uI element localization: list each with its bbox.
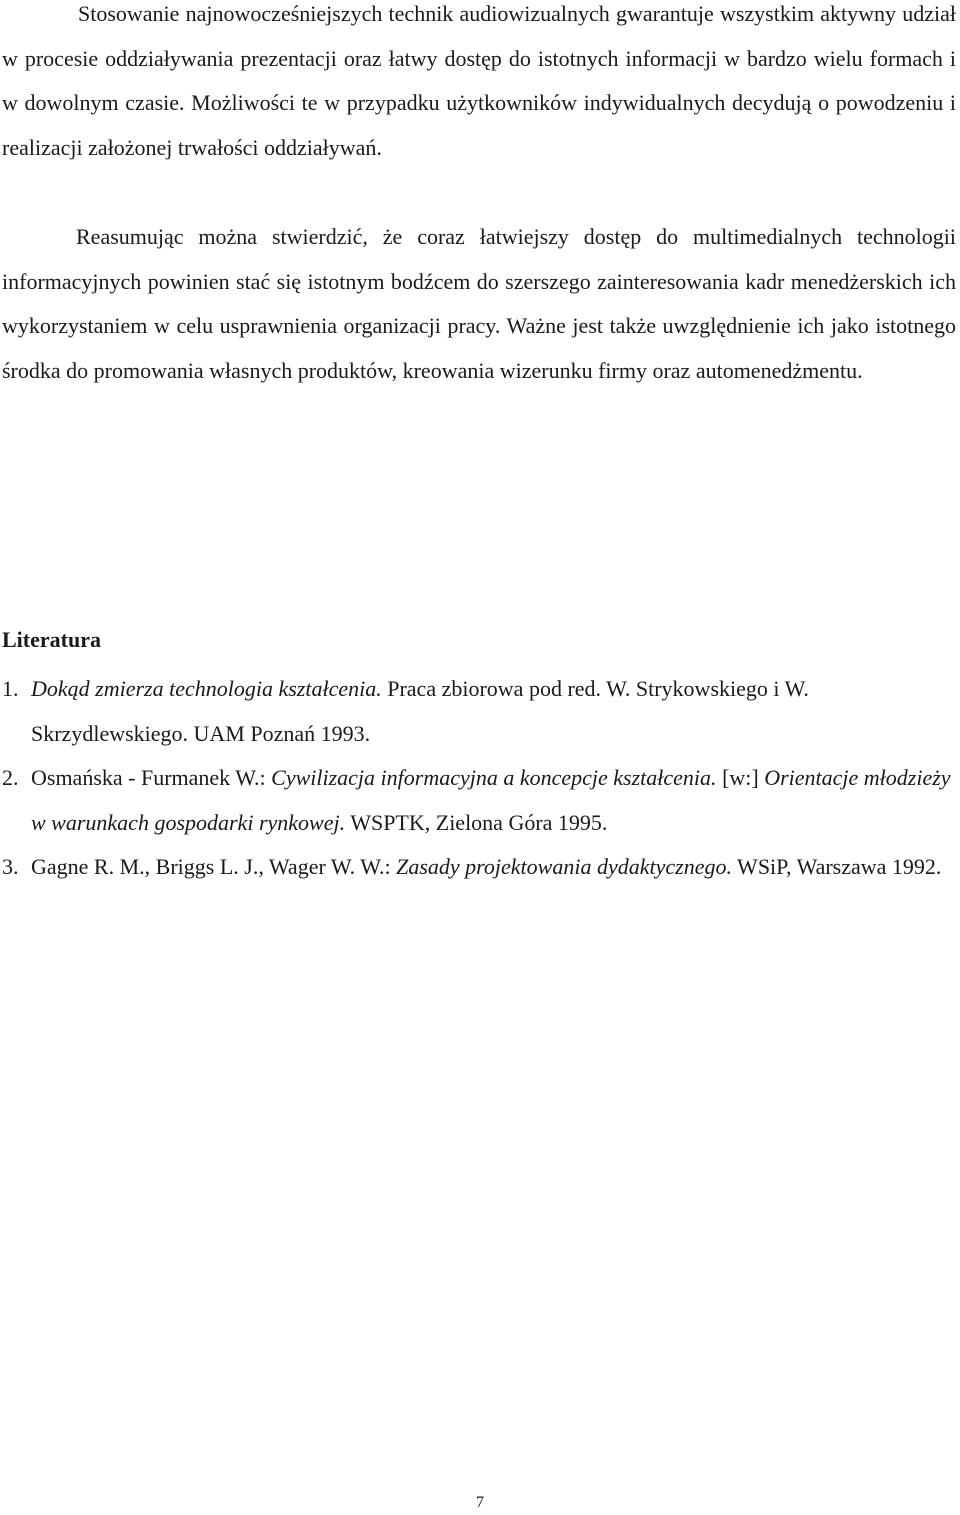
page-number: 7 (476, 1494, 484, 1511)
reference-details: WSPTK, Zielona Góra 1995. (345, 809, 608, 835)
reference-number: 2. (2, 765, 19, 791)
reference-list (2, 667, 956, 890)
reference-title: Zasady projektowania dydaktycznego. (396, 854, 732, 880)
reference-item-1 (2, 667, 956, 756)
reference-title: Cywilizacja informacyjna a koncepcje kształcenia. (271, 765, 717, 791)
reference-connector: [w:] (716, 765, 765, 791)
reference-item-3 (2, 845, 956, 890)
reference-item-2 (2, 756, 956, 845)
literature-heading: Literatura (2, 627, 101, 652)
paragraph-2: Reasumując można stwierdzić, że coraz łatwiejszy dostęp do multimedialnych technologii informacyjnych powinien stać się istotnym bodźcem do szerszego zainteresowania kadr menedżerskich ich wykorzystaniem w celu usprawnienia organizacji pracy. Ważne jest także uwzględnienie ich jako istotnego środka do promowania własnych produktów, kreowania wizerunku firmy oraz automenedżmentu. (2, 224, 956, 383)
reference-title: Dokąd zmierza technologia kształcenia. (31, 676, 382, 701)
reference-number: 1. (2, 676, 19, 701)
reference-number: 3. (2, 854, 19, 880)
reference-author: Osmańska - Furmanek W.: (31, 765, 272, 791)
reference-details: WSiP, Warszawa 1992. (731, 854, 942, 880)
paragraph-1: Stosowanie najnowocześniejszych technik audiowizualnych gwarantuje wszystkim aktywny udział w procesie oddziaływania prezentacji oraz łatwy dostęp do istotnych informacji w bardzo wielu formach i w dowolnym czasie. Możliwości te w przypadku użytkowników indywidualnych decydują o powodzeniu i realizacji założonej trwałości oddziaływań. (2, 1, 956, 160)
reference-author: Gagne R. M., Briggs L. J., Wager W. W.: (31, 854, 397, 880)
reference-source-title: Orientacje młodzieży w warunkach gospodarki rynkowej. (31, 765, 951, 835)
reference-details: Praca zbiorowa pod red. W. Strykowskiego i W. Skrzydlewskiego. UAM Poznań 1993. (31, 676, 809, 746)
